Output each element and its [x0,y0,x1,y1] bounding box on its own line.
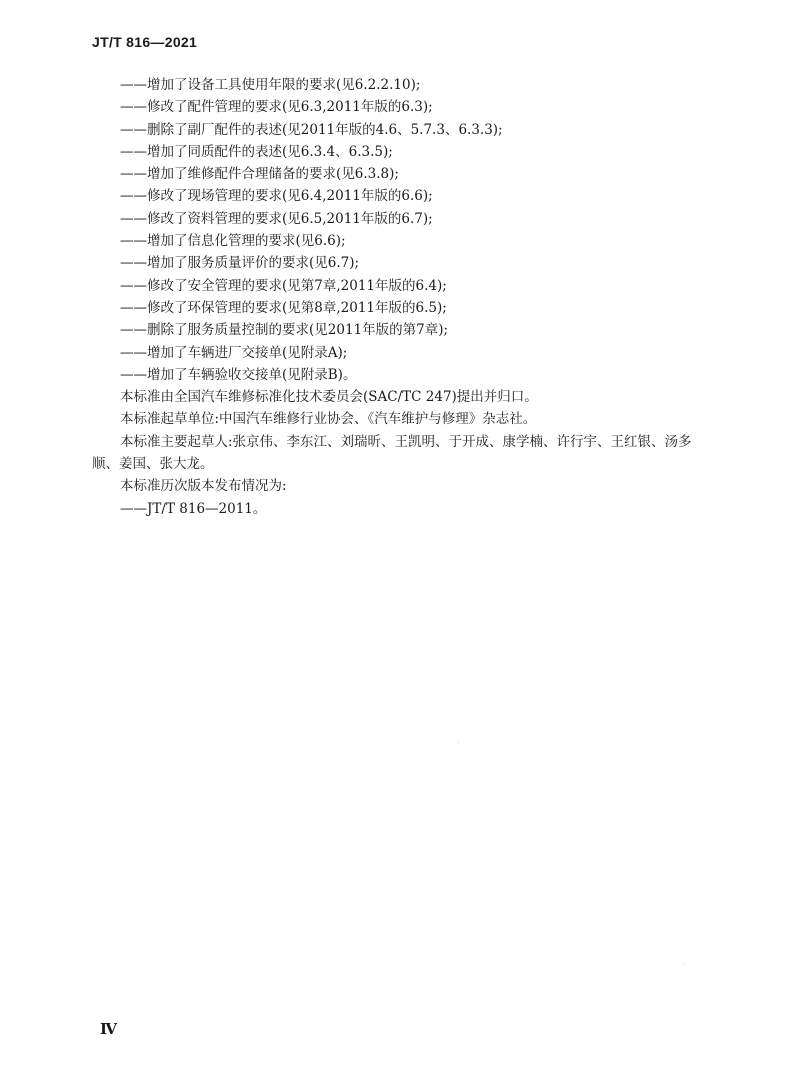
change-item: ——删除了服务质量控制的要求(见2011年版的第7章); [120,322,449,339]
change-item: ——增加了车辆进厂交接单(见附录A); [120,344,348,361]
proposer-paragraph: 本标准由全国汽车维修标准化技术委员会(SAC/TC 247)提出并归口。 [120,389,538,406]
change-item: ——增加了维修配件合理储备的要求(见6.3.8); [120,166,399,183]
change-item: ——增加了车辆验收交接单(见附录B)。 [120,366,357,383]
scan-speck [458,742,459,743]
change-item: ——修改了环保管理的要求(见第8章,2011年版的6.5); [120,299,447,316]
page-number: Ⅳ [100,1022,118,1038]
drafting-units-paragraph: 本标准起草单位:中国汽车维修行业协会、《汽车维护与修理》杂志社。 [120,411,537,428]
drafters-paragraph: 本标准主要起草人:张京伟、李东江、刘瑞昕、王凯明、于开成、康学楠、许行宇、王红银、汤多顺、姜国、张大龙。 [92,433,692,473]
scan-speck [684,963,685,964]
change-item: ——增加了设备工具使用年限的要求(见6.2.2.10); [120,77,421,93]
change-item: ——修改了现场管理的要求(见6.4,2011年版的6.6); [120,188,433,205]
change-item: ——增加了服务质量评价的要求(见6.7); [120,255,360,272]
change-item: ——修改了安全管理的要求(见第7章,2011年版的6.4); [120,277,447,294]
change-item: ——修改了资料管理的要求(见6.5,2011年版的6.7); [120,210,433,227]
change-item: ——修改了配件管理的要求(见6.3,2011年版的6.3); [120,99,433,116]
change-item: ——增加了同质配件的表述(见6.3.4、6.3.5); [120,143,393,160]
change-item: ——增加了信息化管理的要求(见6.6); [120,233,346,250]
document-code-header: JT/T 816—2021 [92,34,198,50]
change-item: ——删除了副厂配件的表述(见2011年版的4.6、5.7.3、6.3.3); [120,121,503,138]
history-intro-paragraph: 本标准历次版本发布情况为: [120,478,287,495]
history-item: ——JT/T 816—2011。 [120,500,267,517]
foreword-content [92,74,712,520]
